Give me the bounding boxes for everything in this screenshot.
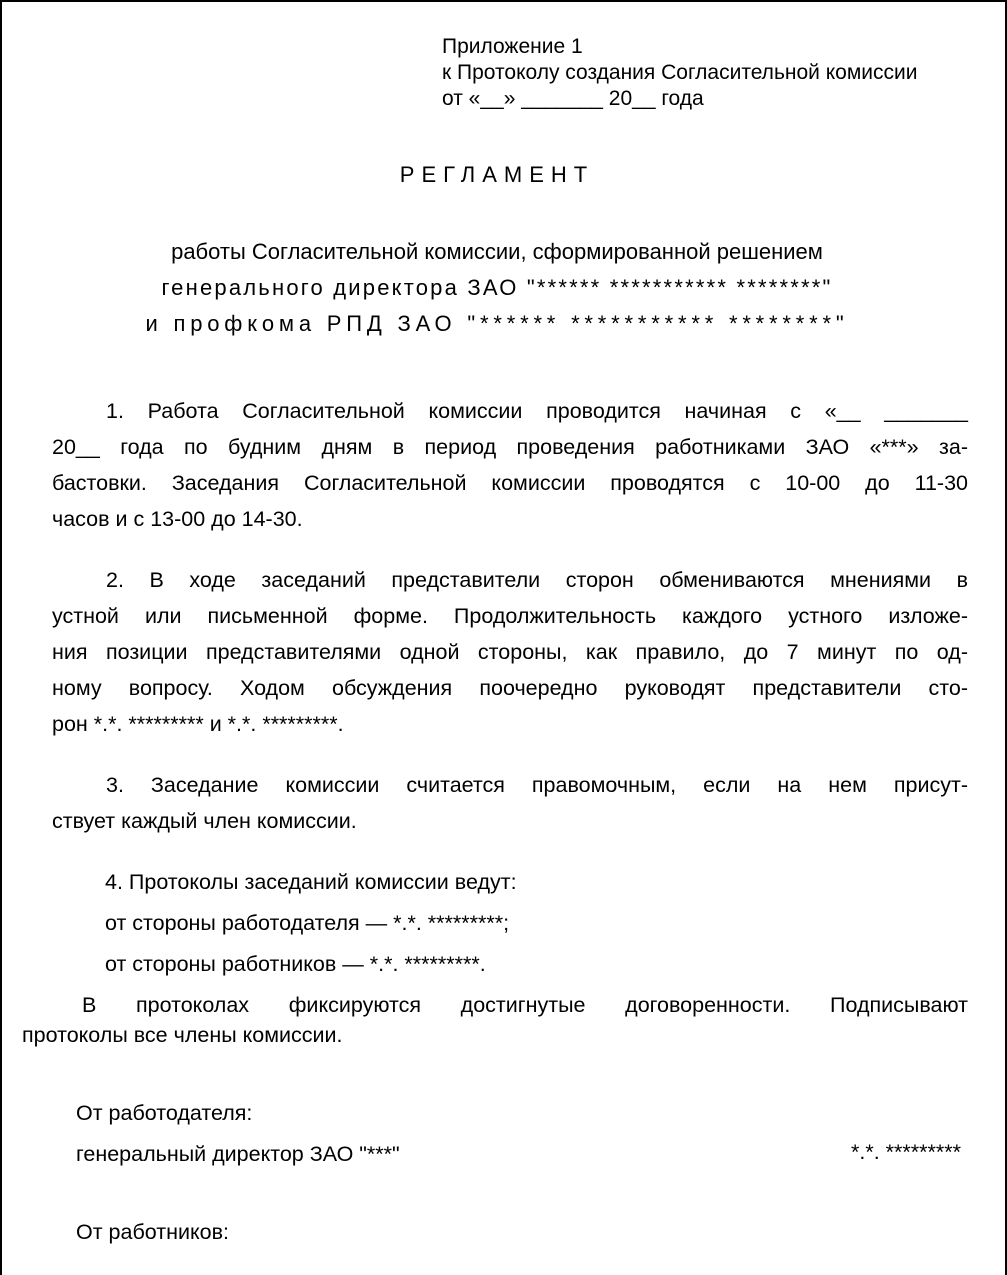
- appendix-line-2: к Протоколу создания Согласительной комиссии: [442, 61, 918, 84]
- closing-paragraph: [22, 990, 968, 1050]
- closing-line: протоколы все члены комиссии.: [22, 1023, 343, 1047]
- paragraph-1: [52, 393, 968, 537]
- appendix-line-3: от «__» _______ 20__ года: [442, 87, 704, 110]
- paragraph-1-line: 1. Работа Согласительной комиссии проводится начиная с «__ _______: [106, 399, 968, 423]
- paragraph-1-line: бастовки. Заседания Согласительной комиссии проводятся с 10-00 до 11-30: [52, 471, 968, 495]
- paragraph-4-employees: от стороны работников — *.*. *********.: [105, 952, 486, 976]
- paragraph-1-line: 20__ года по будним дням в период проведения работниками ЗАО «***» за-: [52, 435, 968, 459]
- paragraph-2-line: рон *.*. ********* и *.*. *********.: [52, 712, 344, 736]
- employer-label: От работодателя:: [76, 1101, 253, 1125]
- paragraph-1-line: часов и с 13-00 до 14-30.: [52, 507, 303, 531]
- paragraph-2-line: устной или письменной форме. Продолжительность каждого устного изложе-: [52, 604, 968, 628]
- paragraph-4-employer: от стороны работодателя — *.*. *********;: [105, 911, 510, 935]
- paragraph-2-line: 2. В ходе заседаний представители сторон обмениваются мнениями в: [106, 568, 968, 592]
- employer-name: *.*. *********: [851, 1140, 961, 1164]
- subtitle-line-2: генерального директора ЗАО "****** *********** ********": [161, 275, 833, 300]
- subtitle-line-1: работы Согласительной комиссии, сформированной решением: [171, 239, 823, 264]
- paragraph-3: [52, 767, 968, 839]
- paragraph-4-heading: 4. Протоколы заседаний комиссии ведут:: [105, 870, 517, 894]
- employer-position: генеральный директор ЗАО "***": [76, 1142, 400, 1166]
- paragraph-2-line: ному вопросу. Ходом обсуждения поочередно руководят представители сто-: [52, 676, 968, 700]
- employees-label: От работников:: [76, 1220, 229, 1244]
- paragraph-2: [52, 562, 968, 742]
- document-title: РЕГЛАМЕНТ: [399, 162, 595, 187]
- paragraph-3-line: ствует каждый член комиссии.: [52, 809, 357, 833]
- appendix-line-1: Приложение 1: [442, 35, 583, 58]
- paragraph-2-line: ния позиции представителями одной стороны, как правило, до 7 минут по од-: [52, 640, 968, 664]
- paragraph-3-line: 3. Заседание комиссии считается правомочным, если на нем присут-: [106, 773, 968, 797]
- subtitle-line-3: и профкома РПД ЗАО "****** *********** ********": [145, 311, 849, 336]
- closing-line: В протоколах фиксируются достигнутые договоренности. Подписывают: [82, 993, 968, 1017]
